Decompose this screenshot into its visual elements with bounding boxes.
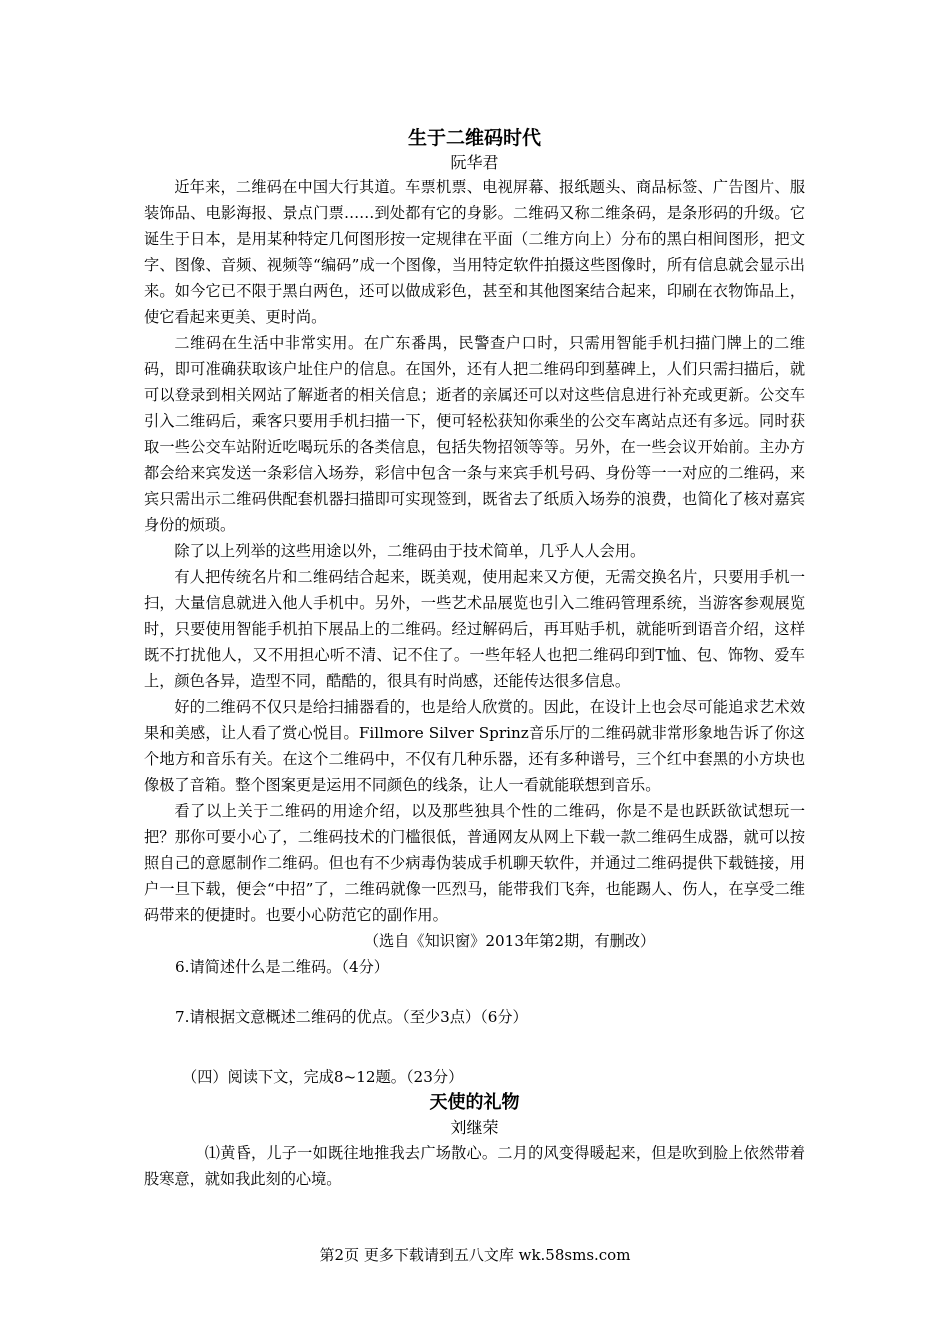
article-paragraph: 好的二维码不仅只是给扫捕器看的，也是给人欣赏的。因此，在设计上也会尽可能追求艺术效果和美感，让人看了赏心悦目。Fillmore Silver Sprinz音乐厅的二维码就非常形象地告诉了你这个地方和音乐有关。在这个二维码中，不仅有几种乐器，还有多种谱号，三个红中套黑的小方块也像极了音箱。整个图案更是运用不同颜色的线条，让人一看就能联想到音乐。 [144, 698, 805, 794]
article-paragraph: 有人把传统名片和二维码结合起来，既美观，使用起来又方便，无需交换名片，只要用手机一扫，大量信息就进入他人手机中。另外，一些艺术品展览也引入二维码管理系统，当游客参观展览时，只要使用智能手机拍下展品上的二维码。经过解码后，再耳贴手机，就能听到语音介绍，这样既不打扰他人，又不用担心听不清、记不住了。一些年轻人也把二维码印到T恤、包、饰物、爱车上，颜色各异，造型不同，酷酷的，很具有时尚感，还能传达很多信息。 [144, 568, 805, 690]
question-7: 7.请根据文意概述二维码的优点。（至少3点）（6分） [175, 1008, 528, 1026]
document-content [144, 120, 805, 1192]
article-paragraph: 二维码在生活中非常实用。在广东番禺，民警查户口时，只需用智能手机扫描门牌上的二维码，即可准确获取该户址住户的信息。在国外，还有人把二维码印到墓碑上，人们只需扫描后，就可以登录到相关网站了解逝者的相关信息；逝者的亲属还可以对这些信息进行补充或更新。公交车引入二维码后，乘客只要用手机扫描一下，便可轻松获知你乘坐的公交车离站点还有多远。同时获取一些公交车站附近吃喝玩乐的各类信息，包括失物招领等等。另外，在一些会议开始前。主办方都会给来宾发送一条彩信入场券，彩信中包含一条与来宾手机号码、身份等一一对应的二维码，来宾只需出示二维码供配套机器扫描即可实现签到，既省去了纸质入场券的浪费，也简化了核对嘉宾身份的烦琐。 [144, 334, 805, 534]
section-heading: （四）阅读下文，完成8~12题。（23分） [182, 1068, 464, 1086]
article2-title: 天使的礼物 [429, 1092, 520, 1113]
article-source: （选自《知识窗》2013年第2期，有删改） [363, 932, 656, 950]
article-author: 阮华君 [450, 153, 499, 172]
article2-author: 刘继荣 [450, 1118, 499, 1137]
article2-paragraph: ⑴黄昏，儿子一如既往地推我去广场散心。二月的风变得暖起来，但是吹到脸上依然带着股寒意，就如我此刻的心境。 [144, 1144, 805, 1188]
article-title: 生于二维码时代 [407, 127, 541, 149]
question-6: 6.请简述什么是二维码。（4分） [175, 958, 389, 976]
article-paragraph: 除了以上列举的这些用途以外，二维码由于技术简单，几乎人人会用。 [174, 542, 646, 560]
article-paragraph: 看了以上关于二维码的用途介绍，以及那些独具个性的二维码，你是不是也跃跃欲试想玩一把？那你可要小心了，二维码技术的门槛很低，普通网友从网上下载一款二维码生成器，就可以按照自己的意愿制作二维码。但也有不少病毒伪装成手机聊天软件，并通过二维码提供下载链接，用户一旦下载，便会“中招”了，二维码就像一匹烈马，能带我们飞奔，也能踢人、伤人，在享受二维码带来的便捷时。也要小心防范它的副作用。 [144, 802, 805, 924]
page-footer: 第2页 更多下载请到五八文库 wk.58sms.com [319, 1246, 631, 1264]
article-paragraph: 近年来，二维码在中国大行其道。车票机票、电视屏幕、报纸题头、商品标签、广告图片、服装饰品、电影海报、景点门票……到处都有它的身影。二维码又称二维条码，是条形码的升级。它诞生于日本，是用某种特定几何图形按一定规律在平面（二维方向上）分布的黑白相间图形，把文字、图像、音频、视频等“编码”成一个图像，当用特定软件拍摄这些图像时，所有信息就会显示出来。如今它已不限于黑白两色，还可以做成彩色，甚至和其他图案结合起来，印刷在衣物饰品上，使它看起来更美、更时尚。 [144, 178, 805, 326]
